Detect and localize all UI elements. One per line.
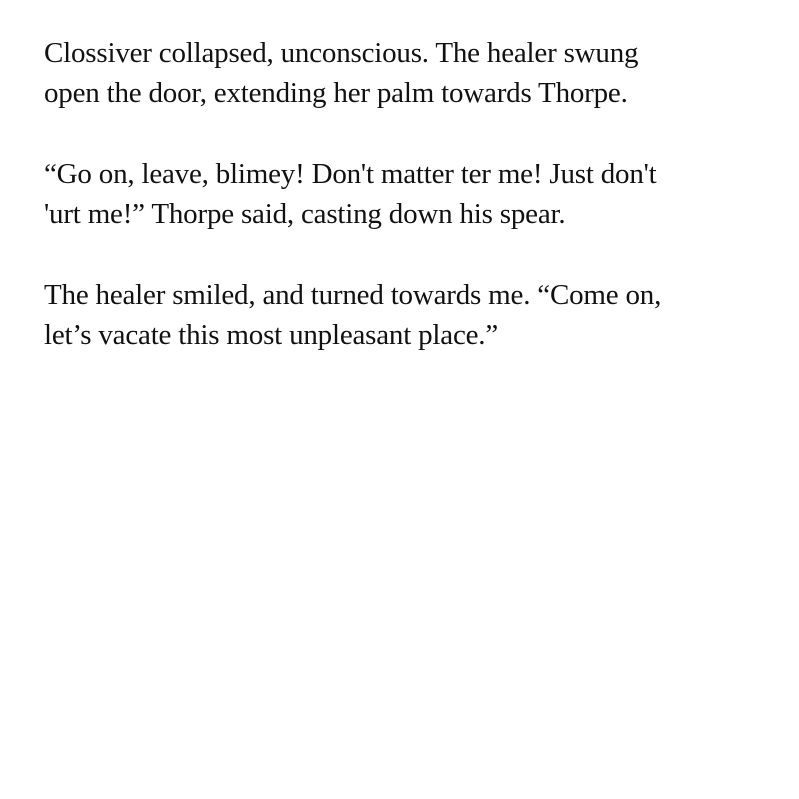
paragraph-3 — [44, 275, 764, 355]
paragraph-3-line-1: The healer smiled, and turned towards me. “Come on, — [44, 279, 662, 311]
paragraph-2 — [44, 154, 764, 234]
paragraph-1 — [44, 33, 764, 113]
paragraph-2-line-1: “Go on, leave, blimey! Don't matter ter me! Just don't — [44, 158, 657, 190]
paragraph-1-line-2: open the door, extending her palm towards Thorpe. — [44, 77, 628, 109]
paragraph-2-line-2: 'urt me!” Thorpe said, casting down his spear. — [44, 198, 566, 230]
paragraph-3-line-2: let’s vacate this most unpleasant place.” — [44, 319, 499, 351]
paragraph-1-line-1: Clossiver collapsed, unconscious. The healer swung — [44, 37, 639, 69]
story-text-block — [44, 33, 764, 396]
